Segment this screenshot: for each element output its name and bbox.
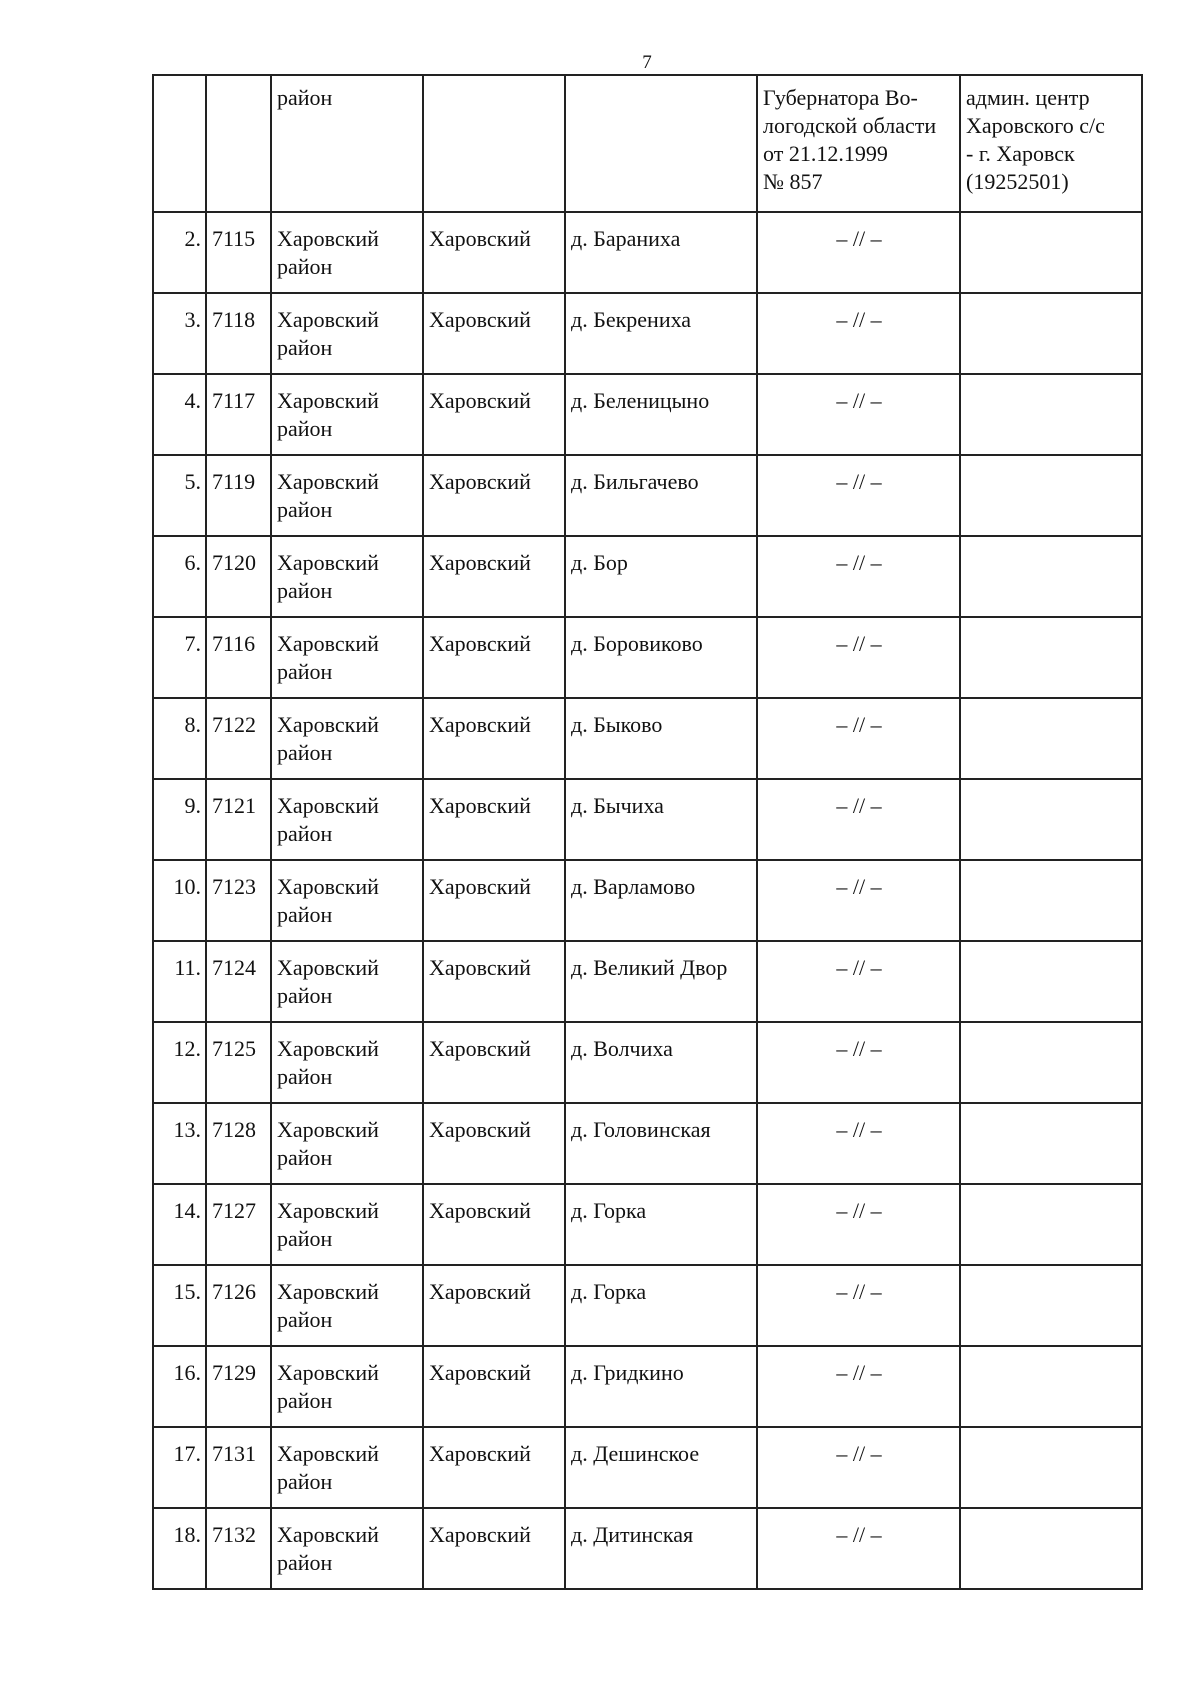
cell-district: район	[271, 75, 423, 212]
table-row	[153, 617, 1142, 698]
cell-district	[271, 293, 423, 374]
district-line: Харовский	[277, 469, 379, 494]
district-line: район	[277, 1550, 333, 1575]
table-row	[153, 1184, 1142, 1265]
cell-council: Харовский	[423, 941, 565, 1022]
cell-code: 7119	[206, 455, 271, 536]
cell-district	[271, 1265, 423, 1346]
cell-num: 9.	[153, 779, 206, 860]
table-row	[153, 779, 1142, 860]
cell-note	[960, 75, 1142, 212]
cell-district	[271, 779, 423, 860]
cell-basis: – // –	[757, 698, 960, 779]
cell-district	[271, 698, 423, 779]
district-line: район	[277, 1307, 333, 1332]
cell-district	[271, 1184, 423, 1265]
cell-district	[271, 1022, 423, 1103]
district-line: Харовский	[277, 1441, 379, 1466]
district-line: Харовский	[277, 1360, 379, 1385]
cell-settlement: д. Боровиково	[565, 617, 757, 698]
cell-district	[271, 455, 423, 536]
cell-settlement: д. Бараниха	[565, 212, 757, 293]
cell-basis: – // –	[757, 941, 960, 1022]
table-row	[153, 374, 1142, 455]
cell-district	[271, 374, 423, 455]
district-line: Харовский	[277, 793, 379, 818]
cell-note	[960, 1265, 1142, 1346]
cell-district	[271, 1427, 423, 1508]
cell-district	[271, 941, 423, 1022]
cell-num: 3.	[153, 293, 206, 374]
cell-code: 7128	[206, 1103, 271, 1184]
cell-note	[960, 617, 1142, 698]
cell-num: 13.	[153, 1103, 206, 1184]
district-line: Харовский	[277, 955, 379, 980]
district-line: Харовский	[277, 1279, 379, 1304]
district-line: Харовский	[277, 550, 379, 575]
cell-code: 7132	[206, 1508, 271, 1589]
cell-council: Харовский	[423, 536, 565, 617]
cell-num: 17.	[153, 1427, 206, 1508]
district-line: район	[277, 254, 333, 279]
district-line: район	[277, 740, 333, 765]
cell-code: 7126	[206, 1265, 271, 1346]
cell-settlement: д. Горка	[565, 1184, 757, 1265]
cell-num: 6.	[153, 536, 206, 617]
cell-council: Харовский	[423, 1103, 565, 1184]
cell-council: Харовский	[423, 455, 565, 536]
cell-council: Харовский	[423, 212, 565, 293]
cell-district	[271, 212, 423, 293]
cell-council: Харовский	[423, 1508, 565, 1589]
district-line: район	[277, 416, 333, 441]
cell-code: 7115	[206, 212, 271, 293]
cell-settlement: д. Горка	[565, 1265, 757, 1346]
district-line: Харовский	[277, 1198, 379, 1223]
note-line: админ. центр	[966, 85, 1090, 110]
cell-note	[960, 455, 1142, 536]
cell-basis: – // –	[757, 1346, 960, 1427]
cell-basis	[757, 75, 960, 212]
cell-code: 7129	[206, 1346, 271, 1427]
district-line: район	[277, 1064, 333, 1089]
cell-code: 7127	[206, 1184, 271, 1265]
district-line: район	[277, 497, 333, 522]
cell-note	[960, 374, 1142, 455]
cell-num: 7.	[153, 617, 206, 698]
district-line: район	[277, 659, 333, 684]
district-line: Харовский	[277, 874, 379, 899]
cell-basis: – // –	[757, 1508, 960, 1589]
cell-settlement: д. Бычиха	[565, 779, 757, 860]
cell-council: Харовский	[423, 1022, 565, 1103]
cell-basis: – // –	[757, 293, 960, 374]
cell-settlement: д. Варламово	[565, 860, 757, 941]
cell-settlement: д. Головинская	[565, 1103, 757, 1184]
table-row	[153, 698, 1142, 779]
cell-council: Харовский	[423, 374, 565, 455]
cell-council: Харовский	[423, 779, 565, 860]
cell-code: 7121	[206, 779, 271, 860]
cell-note	[960, 1022, 1142, 1103]
cell-code: 7116	[206, 617, 271, 698]
district-line: район	[277, 983, 333, 1008]
cell-settlement: д. Гридкино	[565, 1346, 757, 1427]
district-line: Харовский	[277, 1117, 379, 1142]
cell-note	[960, 1184, 1142, 1265]
cell-settlement: д. Великий Двор	[565, 941, 757, 1022]
cell-code: 7118	[206, 293, 271, 374]
table-row	[153, 1346, 1142, 1427]
cell-settlement: д. Бор	[565, 536, 757, 617]
cell-council	[423, 75, 565, 212]
cell-settlement: д. Бекрениха	[565, 293, 757, 374]
cell-note	[960, 1508, 1142, 1589]
district-line: Харовский	[277, 1036, 379, 1061]
cell-num: 8.	[153, 698, 206, 779]
cell-code: 7120	[206, 536, 271, 617]
note-line: - г. Харовск	[966, 141, 1075, 166]
cell-settlement: д. Волчиха	[565, 1022, 757, 1103]
cell-district	[271, 860, 423, 941]
cell-district	[271, 1508, 423, 1589]
district-line: район	[277, 578, 333, 603]
cell-basis: – // –	[757, 1184, 960, 1265]
table-row	[153, 1508, 1142, 1589]
cell-code: 7131	[206, 1427, 271, 1508]
cell-note	[960, 293, 1142, 374]
cell-note	[960, 698, 1142, 779]
district-line: район	[277, 1469, 333, 1494]
cell-num: 16.	[153, 1346, 206, 1427]
page-number: 7	[642, 52, 652, 73]
cell-code: 7124	[206, 941, 271, 1022]
district-line: район	[277, 1388, 333, 1413]
cell-code: 7123	[206, 860, 271, 941]
cell-basis: – // –	[757, 1427, 960, 1508]
cell-basis: – // –	[757, 1022, 960, 1103]
table-row	[153, 941, 1142, 1022]
table-row	[153, 536, 1142, 617]
note-line: Харовского с/с	[966, 113, 1105, 138]
cell-basis: – // –	[757, 374, 960, 455]
cell-note	[960, 212, 1142, 293]
cell-num: 2.	[153, 212, 206, 293]
table-row-continuation	[153, 75, 1142, 212]
cell-note	[960, 536, 1142, 617]
table-row	[153, 455, 1142, 536]
basis-line: от 21.12.1999	[763, 141, 888, 166]
cell-council: Харовский	[423, 698, 565, 779]
cell-num: 15.	[153, 1265, 206, 1346]
cell-district	[271, 1346, 423, 1427]
cell-council: Харовский	[423, 1184, 565, 1265]
cell-settlement	[565, 75, 757, 212]
cell-basis: – // –	[757, 860, 960, 941]
cell-settlement: д. Дешинское	[565, 1427, 757, 1508]
cell-num: 4.	[153, 374, 206, 455]
cell-note	[960, 779, 1142, 860]
basis-line: Губернатора Во-	[763, 85, 918, 110]
cell-council: Харовский	[423, 617, 565, 698]
cell-code: 7125	[206, 1022, 271, 1103]
cell-basis: – // –	[757, 212, 960, 293]
district-line: Харовский	[277, 631, 379, 656]
cell-code: 7122	[206, 698, 271, 779]
cell-council: Харовский	[423, 860, 565, 941]
cell-basis: – // –	[757, 1103, 960, 1184]
cell-num: 5.	[153, 455, 206, 536]
table-row	[153, 1022, 1142, 1103]
table-row	[153, 1265, 1142, 1346]
table-row	[153, 1103, 1142, 1184]
table-row	[153, 293, 1142, 374]
district-line: Харовский	[277, 712, 379, 737]
cell-note	[960, 860, 1142, 941]
cell-num: 12.	[153, 1022, 206, 1103]
district-line: район	[277, 1226, 333, 1251]
cell-note	[960, 1427, 1142, 1508]
district-line: район	[277, 1145, 333, 1170]
cell-council: Харовский	[423, 1427, 565, 1508]
settlements-table	[152, 74, 1143, 1590]
cell-council: Харовский	[423, 1265, 565, 1346]
cell-basis: – // –	[757, 455, 960, 536]
district-line: Харовский	[277, 1522, 379, 1547]
cell-num: 14.	[153, 1184, 206, 1265]
district-line: Харовский	[277, 388, 379, 413]
cell-basis: – // –	[757, 779, 960, 860]
cell-note	[960, 1346, 1142, 1427]
cell-code	[206, 75, 271, 212]
cell-basis: – // –	[757, 1265, 960, 1346]
note-line: (19252501)	[966, 169, 1069, 194]
table-row	[153, 1427, 1142, 1508]
table-row	[153, 860, 1142, 941]
cell-settlement: д. Беленицыно	[565, 374, 757, 455]
cell-district	[271, 1103, 423, 1184]
cell-note	[960, 1103, 1142, 1184]
cell-num: 18.	[153, 1508, 206, 1589]
cell-district	[271, 617, 423, 698]
district-line: район	[277, 902, 333, 927]
table-row	[153, 212, 1142, 293]
district-line: район	[277, 821, 333, 846]
district-line: Харовский	[277, 307, 379, 332]
cell-note	[960, 941, 1142, 1022]
cell-district	[271, 536, 423, 617]
cell-code: 7117	[206, 374, 271, 455]
cell-settlement: д. Быково	[565, 698, 757, 779]
cell-num: 10.	[153, 860, 206, 941]
cell-basis: – // –	[757, 536, 960, 617]
settlements-table-body	[153, 75, 1142, 1589]
cell-num: 11.	[153, 941, 206, 1022]
basis-line: логодской области	[763, 113, 937, 138]
district-line: Харовский	[277, 226, 379, 251]
cell-settlement: д. Бильгачево	[565, 455, 757, 536]
cell-settlement: д. Дитинская	[565, 1508, 757, 1589]
district-line: район	[277, 335, 333, 360]
cell-num	[153, 75, 206, 212]
cell-council: Харовский	[423, 293, 565, 374]
basis-line: № 857	[763, 169, 823, 194]
cell-council: Харовский	[423, 1346, 565, 1427]
cell-basis: – // –	[757, 617, 960, 698]
